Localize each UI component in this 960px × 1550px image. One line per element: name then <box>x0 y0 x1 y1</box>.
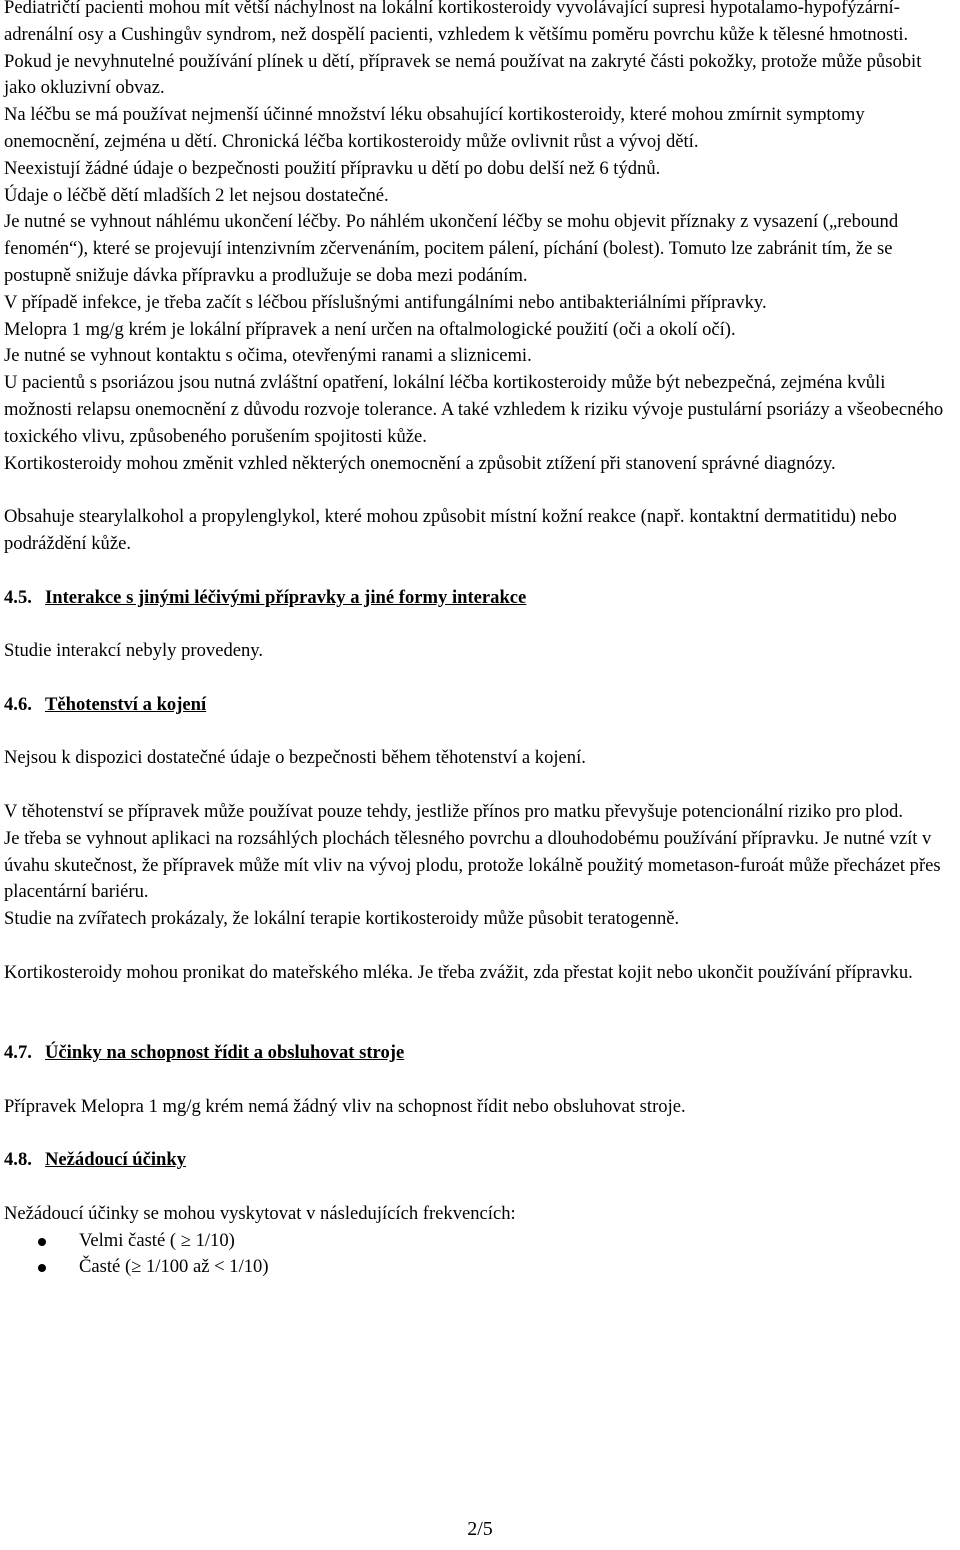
spacer <box>4 986 956 1013</box>
paragraph-abrupt-stop: Je nutné se vyhnout náhlému ukončení léčby. Po náhlém ukončení léčby se mohu objevit příznaky z vysazení („rebound fenomén“), které se projevují intenzivním zčervenáním, pocitem pálení, píchání (bolest). Tomuto lze zabránit tím, že se postupně snižuje dávka přípravku a prodlužuje se doba mezi podáním. <box>4 211 899 286</box>
frequency-label: Velmi časté ( ≥ 1/10) <box>79 1229 235 1251</box>
list-item <box>4 1254 956 1281</box>
document-page <box>4 0 956 1281</box>
paragraph-pregnancy-large-areas: Je třeba se vyhnout aplikaci na rozsáhlých plochách tělesného povrchu a dlouhodobému používání přípravku. Je nutné vzít v úvahu skutečnost, že přípravek může mít vliv na vývoj plodu, protože lokálně použitý mometason-furoát může přecházet přes placentární bariéru. <box>4 827 941 903</box>
section-title: Těhotenství a kojení <box>45 693 207 715</box>
paragraph-lowest-dose: Na léčbu se má používat nejmenší účinné množství léku obsahující kortikosteroidy, které mohou zmírnit symptomy onemocnění, zejména u dětí. Chronická léčba kortikosteroidy může ovlivnit růst a vývoj dětí. <box>4 104 865 152</box>
paragraph-diagnosis: Kortikosteroidy mohou změnit vzhled některých onemocnění a způsobit ztížení při stanovení správné diagnózy. <box>4 452 836 474</box>
paragraph-pediatric-patients: Pediatričtí pacienti mohou mít větší náchylnost na lokální kortikosteroidy vyvolávající supresi hypotalamo-hypofýzární-adrenální osy a Cushingův syndrom, než dospělí pacienti, vzhledem k většímu poměru povrchu kůže k tělesné hmotnosti. <box>4 0 909 45</box>
spacer <box>4 477 956 504</box>
paragraph-animal-studies: Studie na zvířatech prokázaly, že lokální terapie kortikosteroidy může působit teratogenně. <box>4 908 680 930</box>
paragraph-pregnancy-intro: Nejsou k dispozici dostatečné údaje o bezpečnosti během těhotenství a kojení. <box>4 747 586 769</box>
section-number: 4.5. <box>4 586 32 608</box>
spacer <box>4 772 956 799</box>
paragraph-safety-data: Neexistují žádné údaje o bezpečnosti použití přípravku u dětí po dobu delší než 6 týdnů. <box>4 157 661 179</box>
bullet-icon <box>38 1238 46 1246</box>
spacer <box>4 1067 956 1094</box>
paragraph-adverse-intro: Nežádoucí účinky se mohou vyskytovat v následujících frekvencích: <box>4 1202 516 1224</box>
spacer <box>4 1174 956 1201</box>
spacer <box>4 719 956 746</box>
section-title: Účinky na schopnost řídit a obsluhovat stroje <box>45 1042 405 1064</box>
section-title: Nežádoucí účinky <box>45 1149 187 1171</box>
section-number: 4.6. <box>4 693 32 715</box>
page-number: 2/5 <box>467 1518 493 1540</box>
frequency-list <box>4 1228 956 1282</box>
paragraph-under-two: Údaje o léčbě dětí mladších 2 let nejsou dostatečné. <box>4 184 389 206</box>
spacer <box>4 611 956 638</box>
spacer <box>4 1013 956 1040</box>
paragraph-ophthalmic: Melopra 1 mg/g krém je lokální přípravek a není určen na oftalmologické použití (oči a okolí očí). <box>4 318 736 340</box>
section-heading-4-5 <box>4 585 956 612</box>
spacer <box>4 558 956 585</box>
spacer <box>4 1120 956 1147</box>
paragraph-excipients: Obsahuje stearylalkohol a propylenglykol, které mohou způsobit místní kožní reakce (např. kontaktní dermatitidu) nebo podráždění kůže. <box>4 506 897 554</box>
section-heading-4-6 <box>4 692 956 719</box>
bullet-icon <box>38 1264 46 1272</box>
paragraph-psoriasis: U pacientů s psoriázou jsou nutná zvláštní opatření, lokální léčba kortikosteroidy může být nebezpečná, zejména kvůli možnosti relapsu onemocnění z důvodu rozvoje tolerance. A také vzhledem k riziku vývoje pustulární psoriázy a všeobecného toxického vlivu, způsobeného porušením spojitosti kůže. <box>4 372 944 447</box>
paragraph-pregnancy-benefit: V těhotenství se přípravek může používat pouze tehdy, jestliže přínos pro matku převyšuje potencionální riziko pro plod. <box>4 800 903 822</box>
paragraph-infection: V případě infekce, je třeba začít s léčbou příslušnými antifungálními nebo antibakteriálními přípravky. <box>4 291 767 313</box>
section-number: 4.8. <box>4 1149 32 1171</box>
section-number: 4.7. <box>4 1042 32 1064</box>
paragraph-lactation: Kortikosteroidy mohou pronikat do mateřského mléka. Je třeba zvážit, zda přestat kojit nebo ukončit používání přípravku. <box>4 961 913 983</box>
section-heading-4-8 <box>4 1147 956 1174</box>
paragraph-driving: Přípravek Melopra 1 mg/g krém nemá žádný vliv na schopnost řídit nebo obsluhovat stroje. <box>4 1095 686 1117</box>
frequency-label: Časté (≥ 1/100 až < 1/10) <box>79 1256 269 1278</box>
spacer <box>4 933 956 960</box>
section-title: Interakce s jinými léčivými přípravky a jiné formy interakce <box>45 586 527 608</box>
list-item <box>4 1228 956 1255</box>
section-heading-4-7 <box>4 1040 956 1067</box>
paragraph-diapers: Pokud je nevyhnutelné používání plínek u dětí, přípravek se nemá používat na zakryté části pokožky, protože může působit jako okluzivní obvaz. <box>4 50 922 99</box>
paragraph-eye-contact: Je nutné se vyhnout kontaktu s očima, otevřenými ranami a sliznicemi. <box>4 345 532 367</box>
paragraph-interactions: Studie interakcí nebyly provedeny. <box>4 640 264 662</box>
spacer <box>4 665 956 692</box>
